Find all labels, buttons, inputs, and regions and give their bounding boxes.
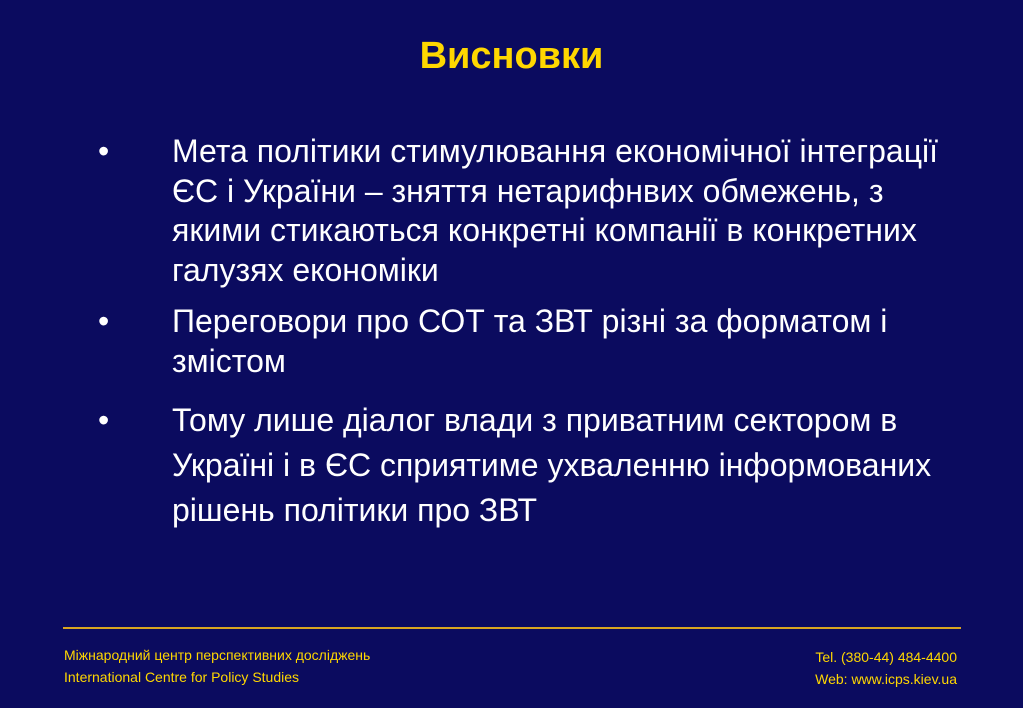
- bullet-item: [96, 302, 976, 381]
- footer-telephone: Tel. (380-44) 484-4400: [815, 649, 957, 665]
- bullet-text: Тому лише діалог влади з приватним сектором в Україні і в ЄС сприятиме ухваленню інформованих рішень політики про ЗВТ: [172, 402, 932, 528]
- bullet-text: Переговори про СОТ та ЗВТ різні за форматом і змістом: [172, 303, 888, 379]
- bullet-item: [96, 132, 976, 290]
- bullet-item: [96, 398, 976, 533]
- footer-divider: [63, 627, 961, 629]
- bullet-marker: •: [98, 133, 110, 169]
- footer-organization: [64, 644, 370, 688]
- footer-org-english: International Centre for Policy Studies: [64, 669, 300, 685]
- bullet-marker: •: [98, 402, 110, 438]
- footer-contacts: [815, 646, 957, 690]
- bullet-list: [96, 132, 976, 533]
- footer-website: Web: www.icps.kiev.ua: [815, 671, 957, 687]
- bullet-text: Мета політики стимулювання економічної інтеграції ЄС і України – зняття нетарифнвих обмежень, з якими стикаються конкретні компанії в конкретних галузях економіки: [172, 133, 939, 288]
- footer-org-ukrainian: Міжнародний центр перспективних досліджень: [64, 647, 371, 663]
- bullet-marker: •: [98, 303, 110, 339]
- slide-title: Висновки: [419, 35, 604, 77]
